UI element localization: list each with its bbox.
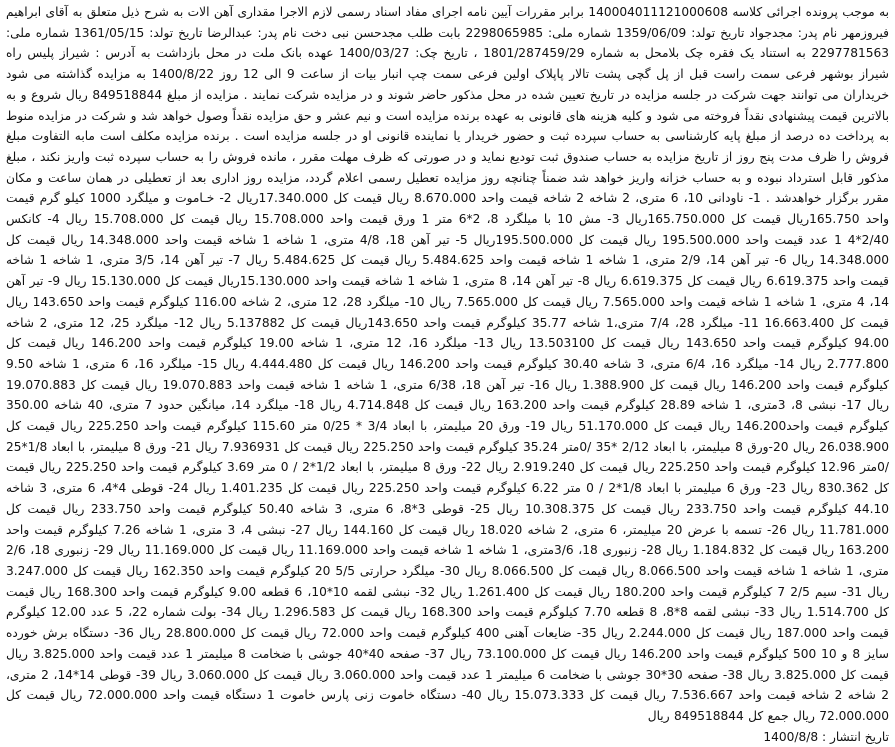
publish-date: تاریخ انتشار : 1400/8/8 — [763, 729, 889, 744]
auction-notice-body: به موجب پرونده اجرائی کلاسه 140004011121000608 برابر مقررات آیین نامه اجرای مفاد اسناد رسمی لازم الاجرا مقداری آهن الات به شرح ذیل متعلق به آقای ابراهیم فیروزمهر نام پدر: مجدجواد تاریخ تولد: 1359/06/09 شماره ملی: 2298065985 بابت طلب مجدحسن نبی دخت نام پدر: عبدالرضا تاریخ تولد: 1361/05/15 شماره ملی: 2297781563 به استناد یک فقره چک بلامحل به شماره 1801/287459/29 ، تاریخ چک: 1400/03/27 عهده بانک ملت در محل بازداشت به آدرس : شیراز پلیس راه شیراز بوشهر فرعی سمت راست قبل از پل گچی پشت تالار پاپلاک اولین فرعی سمت چپ انبار بیات از ساعت 9 الی 12 روز 1400/8/22 به مزایده گذاشته می شود خریداران می توانند جهت شرکت در جلسه مزایده در تاریخ تعیین شده در محل مذکور حاضر شوند و در مزایده شرکت نمایند . مزایده از مبلغ 849518844 ریال شروع و به بالاترین قیمت پیشنهادی نقداً فروخته می شود و کلیه هزینه های قانونی به عهده برنده مزایده است و نیم عشر و حق مزایده نقداً وصول خواهد شد و شرکت در مزایده منوط به پرداخت ده درصد از مبلغ پایه کارشناسی به حساب سپرده ثبت و حضور خریدار یا نماینده قانونی او در جلسه مزایده است . برنده مزایده مکلف است مابه التفاوت مبلغ فروش را ظرف مدت پنج روز از تاریخ مزایده به حساب صندوق ثبت تودیع نماید و در صورتی که ظرف مهلت مقرر ، مانده فروش را به حساب سپرده ثبت واریز نکند ، مبلغ مذکور قابل استرداد نبوده و به حساب خزانه واریز خواهد شد ضمناً چنانچه روز مزایده تعطیل رسمی اعلام گردد، مزایده روز اداری بعد از تعطیلی در همان ساعت و مکان مقرر برگزار خواهدشد . 1- ناودانی 10، 6 متری، 2 شاخه 2 شاخه قیمت واحد 8.670.000 ریال قیمت کل 17.340.000ریال 2- خـاموت و میلگرد 1000 کیلو گرم قیمت واحد 165.750ریال قیمت کل 165.750.000ریال 3- مش 10 با میلگرد 8، 2*6 متر 1 ورق قیمت واحد 15.708.000 ریال قیمت کل 15.708.000 ریال 4- کانکس 2/40*4 1 عدد قیمت واحد 195.500.000 ریال قیمت کل 195.500.000ریال 5- تیر آهن 18، 4/8 متری، 1 شاخه 1 شاخه قیمت واحد 14.348.000 ریال قیمت کل 14.348.000 ریال 6- تیر آهن 14، 2/9 متری، 1 شاخه 1 شاخه قیمت واحد 5.484.625 ریال قیمت کل 5.484.625 ریال 7- تیر آهن 14، 3/5 متری، 1 شاخه 1 شاخه قیمت واحد 6.619.375 ریال قیمت کل 6.619.375 ریال 8- تیر آهن 14، 8 متری، 1 شاخه 1 شاخه قیمت واحد 15.130.000ریال قیمت کل 15.130.000 ریال 9- تیر آهن 14، 4 متری، 1 شاخه 1 شاخه قیمت واحد 7.565.000 ریال قیمت کل 7.565.000 ریال 10- میلگرد 28، 12 متری، 2 شاخه 116.00 کیلوگرم قیمت واحد 143.650 ریال قیمت کل 16.663.400 11- میلگرد 28، 7/4 متری،1 شاخه 35.77 کیلوگرم قیمت واحد 143.650ریال قیمت کل 5.137882 ریال 12- میلگرد 25، 12 متری، 2 شاخه 94.00 کیلوگرم قیمت واحد 143.650 ریال قیمت کل 13.503100 ریال 13- میلگرد 16، 12 متری، 1 شاخه 19.00 کیلوگرم قیمت واحد 146.200 ریال قیمت کل 2.777.800 ریال 14- میلگرد 16، 6/4 متری، 3 شاخه 30.40 کیلوگرم قیمت واحد 146.200 ریال قیمت کل 4.444.480 ریال 15- میلگرد 16، 6 متری، 1 شاخه 9.50 کیلوگرم قیمت واحد 146.200 ریال قیمت کل 1.388.900 ریال 16- تیر آهن 18، 6/38 متری، 1 شاخه 1 شاخه قیمت واحد 19.070.883 ریال قیمت کل 19.070.883 ریال 17- نبشی 8، 3متری، 1 شاخه 28.89 کیلوگرم قیمت واحد 163.200 ریال قیمت کل 4.714.848 ریال 18- میلگرد 14، میانگین حدود 7 متری، 40 شاخه 350.00 کیلوگرم قیمت واحد146.200 ریال قیمت کل 51.170.000 ریال 19- ورق 20 میلیمتر، با ابعاد 3/4 * 0/25 متر 115.60 کیلوگرم قیمت واحد 225.250 ریال قیمت کل 26.038.900 ریال 20-ورق 8 میلیمتر، با ابعاد 2/12 *35 /0متر 35.24 کیلوگرم قیمت واحد 225.250 ریال قیمت کل 7.936931 ریال 21- ورق 8 میلیمتر، با ابعاد 1/8*25 /0متر 12.96 کیلوگرم قیمت واحد 225.250 ریال قیمت کل 2.919.240 ریال 22- ورق 8 میلیمتر، با ابعاد 1/2*2 / 0 متر 3.69 کیلوگرم قیمت واحد 225.250 ریال قیمت کل 830.362 ریال 23- ورق 6 میلیمتر با ابعاد 1/8*2 / 0 متر 6.22 کیلوگرم قیمت واحد 225.250 ریال قیمت کل 1.401.235 ریال 24- قوطی 4*4، 6 متری، 3 شاخه 44.10 کیلوگرم قیمت واحد 233.750 ریال قیمت کل 10.308.375 ریال 25- قوطی 3*8، 6 متری، 3 شاخه 50.40 کیلوگرم قیمت واحد 233.750 ریال قیمت کل 11.781.000 ریال 26- تسمه با عرض 20 میلیمتر، 6 متری، 2 شاخه 18.020 ریال قیمت کل 144.160 ریال 27- نبشی 4، 3 متری، 1 شاخه 7.26 کیلوگرم قیمت واحد 163.200 ریال قیمت کل 1.184.832 ریال 28- زنبوری 18، 3/6متری، 1 شاخه 1 شاخه قیمت واحد 11.169.000 ریال قیمت کل 11.169.000 ریال 29- زنبوری 18، 2/6 متری، 1 شاخه 1 شاخه قیمت واحد 8.066.500 ریال قیمت کل 8.066.500 ریال 30- میلگرد حرارتی 5/5 20 کیلوگرم قیمت واحد 162.350 ریال قیمت کل 3.247.000 ریال 31- سیم 2/5 7 کیلوگرم قیمت واحد 180.200 ریال قیمت کل 1.261.400 ریال 32- نبشی لقمه 10*10، 6 قطعه 9.00 کیلوگرم قیمت واحد 168.300 ریال قیمت کل 1.514.700 ریال 33- نبشی لقمه 8*8، 8 قطعه 7.70 کیلوگرم قیمت واحد 168.300 ریال قیمت کل 1.296.583 ریال 34- بولت شماره 22، 5 عدد 12.00 کیلوگرم قیمت واحد 187.000 ریال قیمت کل 2.244.000 ریال 35- ضایعات آهنی 400 کیلوگرم قیمت واحد 72.000 ریال قیمت کل 28.800.000 ریال 36- دستگاه برش خورده سایز 8 و 10 500 کیلوگرم قیمت واحد 146.200 ریال قیمت کل 73.100.000 ریال 37- صفحه 40*40 جوشی با ضخامت 8 میلیمتر 1 عدد قیمت واحد 3.825.000 ریال قیمت کل 3.825.000 ریال 38- صفحه 30*30 جوشی با ضخامت 6 میلیمتر 1 عدد قیمت واحد 3.060.000 ریال قیمت کل 3.060.000 ریال 39- قوطی 14*14، 2 متری، 2 شاخه 2 شاخه قیمت واحد 7.536.667 ریال قیمت کل 15.073.333 ریال 40- دستگاه خاموت زنی پارس خاموت 1 دستگاه قیمت واحد 72.000.000 ریال قیمت کل 72.000.000 ریال جمع کل 849518844 ریال — [6, 5, 890, 723]
